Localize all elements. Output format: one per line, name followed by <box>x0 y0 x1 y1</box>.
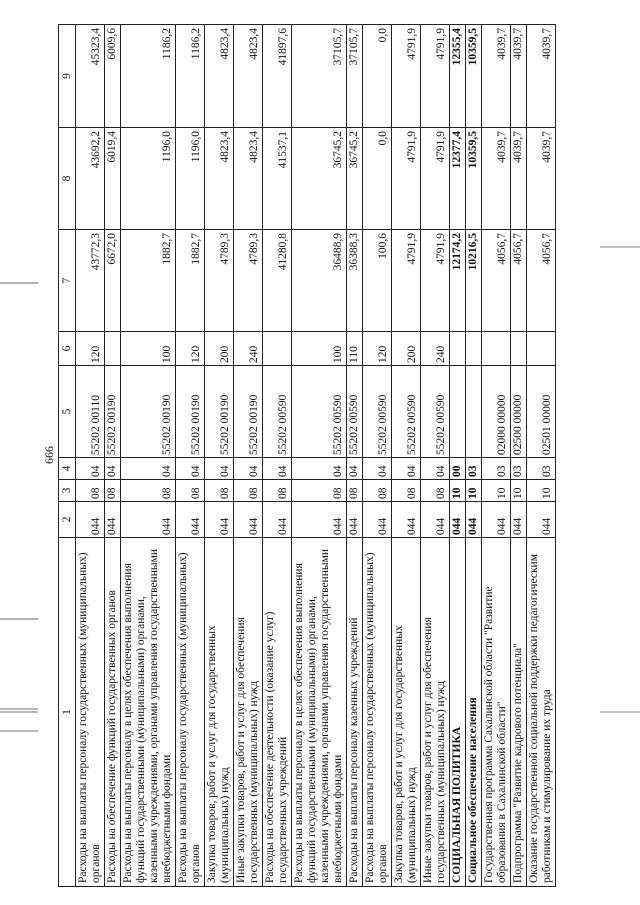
row-target-article: 55202 00590 <box>363 366 392 458</box>
row-target-article: 55202 00590 <box>392 366 421 458</box>
row-grbs: 044 <box>121 502 176 538</box>
row-subsection: 04 <box>234 458 263 480</box>
row-amount-col7: 100,6 <box>363 230 392 332</box>
page-number: 666 <box>42 446 56 464</box>
row-amount-col8: 4791,9 <box>392 128 421 230</box>
row-grbs: 044 <box>527 502 556 538</box>
row-amount-col8: 1196,0 <box>121 128 176 230</box>
table-row <box>421 25 450 887</box>
header-row <box>59 25 76 887</box>
row-target-article: 55202 00590 <box>421 366 450 458</box>
row-grbs: 044 <box>105 502 121 538</box>
row-amount-col7: 6672,0 <box>105 230 121 332</box>
row-expense-type: 110 <box>347 332 363 366</box>
table-row <box>176 25 205 887</box>
row-section: 10 <box>466 480 482 502</box>
row-grbs: 044 <box>392 502 421 538</box>
row-amount-col9: 1186,2 <box>176 25 205 128</box>
row-amount-col9: 41897,6 <box>263 25 292 128</box>
row-target-article: 02000 00000 <box>482 366 511 458</box>
row-expense-type: 240 <box>234 332 263 366</box>
row-grbs: 044 <box>292 502 347 538</box>
row-grbs: 044 <box>482 502 511 538</box>
row-subsection: 04 <box>176 458 205 480</box>
row-subsection: 03 <box>466 458 482 480</box>
row-section: 08 <box>263 480 292 502</box>
row-name: Закупка товаров, работ и услуг для государственных (муниципальных) нужд <box>205 538 234 887</box>
row-target-article: 55202 00590 <box>347 366 363 458</box>
row-grbs: 044 <box>263 502 292 538</box>
row-amount-col8: 36745,2 <box>292 128 347 230</box>
row-grbs: 044 <box>511 502 527 538</box>
row-expense-type <box>105 332 121 366</box>
row-subsection: 00 <box>450 458 466 480</box>
row-target-article: 02500 00000 <box>511 366 527 458</box>
row-name: Оказание государственной социальной поддержки педагогическим работникам и стимулирование их труда <box>527 538 556 887</box>
row-amount-col9: 4039,7 <box>511 25 527 128</box>
row-target-article: 55202 00190 <box>176 366 205 458</box>
row-section: 08 <box>105 480 121 502</box>
table-row <box>292 25 347 887</box>
row-expense-type <box>466 332 482 366</box>
row-grbs: 044 <box>76 502 105 538</box>
table-row <box>205 25 234 887</box>
row-amount-col7: 1882,7 <box>176 230 205 332</box>
row-amount-col9: 45323,4 <box>76 25 105 128</box>
row-grbs: 044 <box>205 502 234 538</box>
col-header-6: 6 <box>59 332 76 366</box>
col-header-2: 2 <box>59 502 76 538</box>
row-expense-type <box>450 332 466 366</box>
row-section: 08 <box>363 480 392 502</box>
row-amount-col9: 6009,6 <box>105 25 121 128</box>
row-expense-type: 120 <box>176 332 205 366</box>
table-row <box>121 25 176 887</box>
row-name: Расходы на выплаты персоналу в целях обеспечения выполнения функций государственными (муниципальными) органами, казенными учреждениями, органами управления государственными внебюджетными фондами <box>121 538 176 887</box>
row-target-article: 55202 00110 <box>76 366 105 458</box>
row-subsection: 04 <box>205 458 234 480</box>
row-section: 08 <box>76 480 105 502</box>
row-amount-col9: 1186,2 <box>121 25 176 128</box>
row-section: 10 <box>511 480 527 502</box>
row-expense-type: 120 <box>76 332 105 366</box>
row-grbs: 044 <box>176 502 205 538</box>
row-expense-type <box>527 332 556 366</box>
row-subsection: 04 <box>121 458 176 480</box>
row-amount-col9: 4039,7 <box>527 25 556 128</box>
row-target-article: 55202 00190 <box>234 366 263 458</box>
row-subsection: 04 <box>347 458 363 480</box>
row-grbs: 044 <box>466 502 482 538</box>
row-amount-col8: 1196,0 <box>176 128 205 230</box>
table-body <box>76 25 556 887</box>
row-section: 08 <box>421 480 450 502</box>
row-amount-col9: 4791,9 <box>421 25 450 128</box>
row-name: Расходы на выплаты персоналу государственных (муниципальных) органов <box>363 538 392 887</box>
row-grbs: 044 <box>450 502 466 538</box>
row-amount-col8: 12377,4 <box>450 128 466 230</box>
row-expense-type: 100 <box>292 332 347 366</box>
row-name: Расходы на выплаты персоналу в целях обеспечения выполнения функций государственными (муниципальными) органами, казенными учреждениями, органами управления государственными внебюджетными фондами <box>292 538 347 887</box>
row-amount-col9: 37105,7 <box>347 25 363 128</box>
row-grbs: 044 <box>363 502 392 538</box>
row-expense-type: 120 <box>363 332 392 366</box>
row-name: Иные закупки товаров, работ и услуг для обеспечения государственных (муниципальных) нужд <box>234 538 263 887</box>
col-header-7: 7 <box>59 230 76 332</box>
row-amount-col8: 41537,1 <box>263 128 292 230</box>
row-amount-col8: 43692,2 <box>76 128 105 230</box>
row-amount-col7: 4789,3 <box>205 230 234 332</box>
col-header-8: 8 <box>59 128 76 230</box>
table-row <box>263 25 292 887</box>
row-amount-col7: 43772,3 <box>76 230 105 332</box>
row-name: Закупка товаров, работ и услуг для государственных (муниципальных) нужд <box>392 538 421 887</box>
col-header-1: 1 <box>59 538 76 887</box>
budget-table <box>58 24 556 887</box>
row-name: Подпрограмма "Развитие кадрового потенциала" <box>511 538 527 887</box>
row-subsection: 03 <box>527 458 556 480</box>
row-amount-col7: 1882,7 <box>121 230 176 332</box>
row-target-article <box>466 366 482 458</box>
row-name: Расходы на выплаты персоналу государственных (муниципальных) органов <box>76 538 105 887</box>
table-row <box>527 25 556 887</box>
row-amount-col9: 12355,4 <box>450 25 466 128</box>
row-subsection: 04 <box>292 458 347 480</box>
row-amount-col8: 0,0 <box>363 128 392 230</box>
rotated-page <box>40 15 600 895</box>
row-expense-type: 200 <box>392 332 421 366</box>
row-section: 08 <box>121 480 176 502</box>
row-name: Социальное обеспечение населения <box>466 538 482 887</box>
row-grbs: 044 <box>347 502 363 538</box>
row-amount-col7: 10216,5 <box>466 230 482 332</box>
row-amount-col8: 4823,4 <box>205 128 234 230</box>
row-amount-col8: 4823,4 <box>234 128 263 230</box>
row-subsection: 04 <box>392 458 421 480</box>
row-amount-col8: 10359,5 <box>466 128 482 230</box>
row-target-article: 55202 00590 <box>263 366 292 458</box>
row-expense-type: 200 <box>205 332 234 366</box>
row-section: 08 <box>234 480 263 502</box>
table-row <box>511 25 527 887</box>
row-target-article: 02501 00000 <box>527 366 556 458</box>
row-grbs: 044 <box>234 502 263 538</box>
row-amount-col8: 6019,4 <box>105 128 121 230</box>
row-amount-col7: 36388,3 <box>347 230 363 332</box>
row-name: Государственная программа Сахалинской области "Развитие образования в Сахалинской области" <box>482 538 511 887</box>
row-expense-type <box>511 332 527 366</box>
row-amount-col9: 4039,7 <box>482 25 511 128</box>
row-name: Иные закупки товаров, работ и услуг для обеспечения государственных (муниципальных) нужд <box>421 538 450 887</box>
row-section: 08 <box>347 480 363 502</box>
table-row <box>76 25 105 887</box>
col-header-9: 9 <box>59 25 76 128</box>
row-subsection: 04 <box>363 458 392 480</box>
row-section: 10 <box>482 480 511 502</box>
row-section: 10 <box>450 480 466 502</box>
row-section: 08 <box>392 480 421 502</box>
table-row <box>466 25 482 887</box>
row-target-article: 55202 00190 <box>105 366 121 458</box>
row-amount-col9: 37105,7 <box>292 25 347 128</box>
table-row <box>363 25 392 887</box>
row-amount-col8: 36745,2 <box>347 128 363 230</box>
row-amount-col8: 4039,7 <box>511 128 527 230</box>
table-row <box>392 25 421 887</box>
row-target-article <box>450 366 466 458</box>
row-amount-col7: 41280,8 <box>263 230 292 332</box>
row-name: Расходы на выплаты персоналу государственных (муниципальных) органов <box>176 538 205 887</box>
row-amount-col7: 4789,3 <box>234 230 263 332</box>
row-name: Расходы на обеспечение функций государственных органов <box>105 538 121 887</box>
row-subsection: 04 <box>263 458 292 480</box>
row-amount-col7: 4791,9 <box>421 230 450 332</box>
row-subsection: 03 <box>482 458 511 480</box>
row-section: 08 <box>205 480 234 502</box>
row-target-article: 55202 00590 <box>292 366 347 458</box>
row-amount-col7: 12174,2 <box>450 230 466 332</box>
row-section: 08 <box>176 480 205 502</box>
row-amount-col7: 36488,9 <box>292 230 347 332</box>
row-amount-col7: 4791,9 <box>392 230 421 332</box>
table-row <box>234 25 263 887</box>
row-subsection: 04 <box>421 458 450 480</box>
row-name: СОЦИАЛЬНАЯ ПОЛИТИКА <box>450 538 466 887</box>
row-subsection: 04 <box>105 458 121 480</box>
row-expense-type <box>482 332 511 366</box>
row-amount-col7: 4056,7 <box>482 230 511 332</box>
row-expense-type: 100 <box>121 332 176 366</box>
row-amount-col9: 4823,4 <box>234 25 263 128</box>
row-target-article: 55202 00190 <box>205 366 234 458</box>
table-row <box>347 25 363 887</box>
col-header-3: 3 <box>59 480 76 502</box>
row-amount-col7: 4056,7 <box>527 230 556 332</box>
row-amount-col9: 10359,5 <box>466 25 482 128</box>
table-row <box>450 25 466 887</box>
row-section: 10 <box>527 480 556 502</box>
row-expense-type: 240 <box>421 332 450 366</box>
row-amount-col9: 4823,4 <box>205 25 234 128</box>
row-expense-type <box>263 332 292 366</box>
table-row <box>482 25 511 887</box>
row-name: Расходы на обеспечение деятельности (оказание услуг) государственных учреждений <box>263 538 292 887</box>
col-header-5: 5 <box>59 366 76 458</box>
row-amount-col8: 4039,7 <box>527 128 556 230</box>
row-section: 08 <box>292 480 347 502</box>
row-amount-col9: 0,0 <box>363 25 392 128</box>
table-row <box>105 25 121 887</box>
row-amount-col8: 4791,9 <box>421 128 450 230</box>
row-subsection: 04 <box>76 458 105 480</box>
row-amount-col8: 4039,7 <box>482 128 511 230</box>
row-name: Расходы на выплаты персоналу казенных учреждений <box>347 538 363 887</box>
row-amount-col9: 4791,9 <box>392 25 421 128</box>
row-subsection: 03 <box>511 458 527 480</box>
row-amount-col7: 4056,7 <box>511 230 527 332</box>
col-header-4: 4 <box>59 458 76 480</box>
row-grbs: 044 <box>421 502 450 538</box>
row-target-article: 55202 00190 <box>121 366 176 458</box>
